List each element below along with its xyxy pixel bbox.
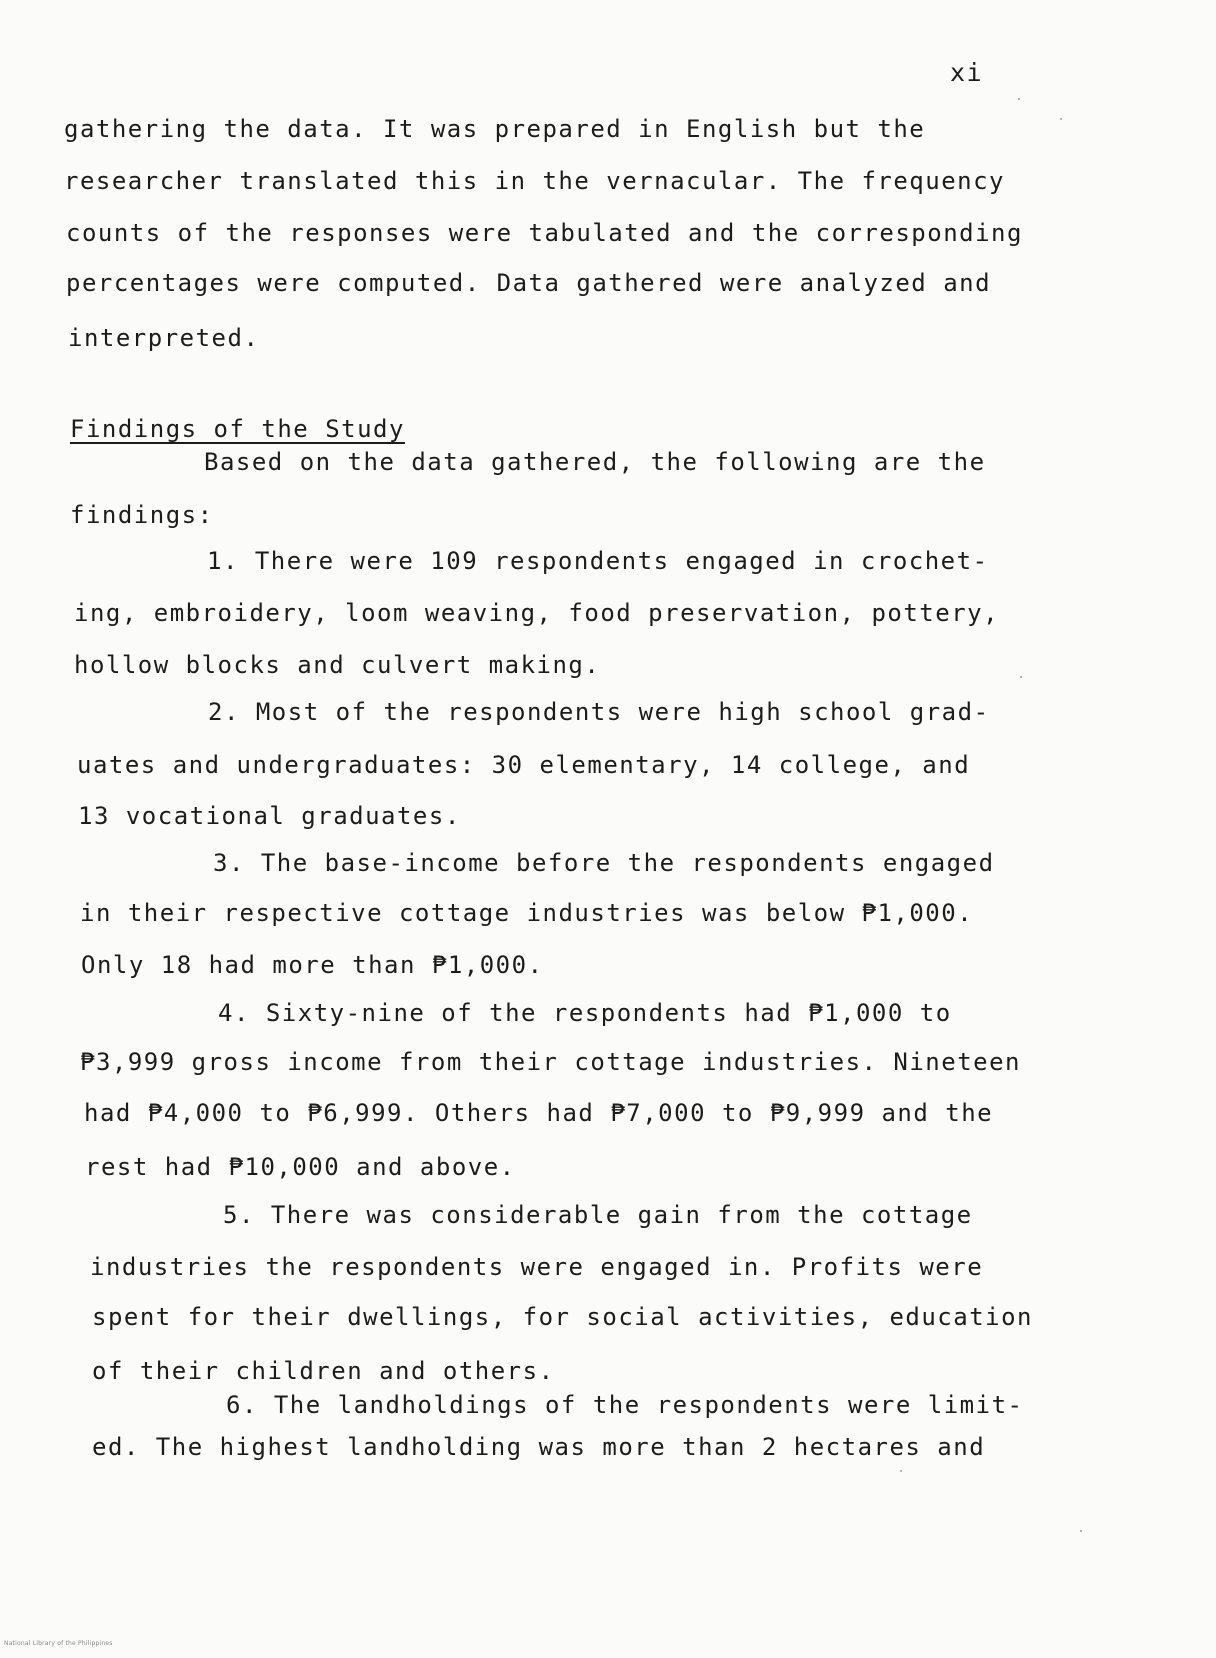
finding-5-line: spent for their dwellings, for social activities, education (92, 1303, 1034, 1331)
finding-1-line: 1. There were 109 respondents engaged in crochet- (207, 547, 989, 575)
section-heading: Findings of the Study (70, 415, 405, 443)
intro-line: percentages were computed. Data gathered were analyzed and (66, 269, 992, 297)
lead-in-line: Based on the data gathered, the following are the (204, 448, 986, 476)
finding-2-line: uates and undergraduates: 30 elementary, 14 college, and (77, 751, 971, 779)
finding-4-line: rest had ₱10,000 and above. (85, 1153, 516, 1181)
finding-6-line: 6. The landholdings of the respondents were limit- (226, 1391, 1024, 1419)
scan-speck (1080, 1530, 1082, 1532)
intro-line: gathering the data. It was prepared in English but the (64, 115, 926, 143)
scan-speck (900, 1470, 902, 1472)
intro-line: counts of the responses were tabulated and the corresponding (66, 219, 1023, 247)
finding-2-line: 13 vocational graduates. (78, 802, 461, 830)
intro-line: researcher translated this in the vernacular. The frequency (64, 167, 1006, 195)
finding-1-line: ing, embroidery, loom weaving, food preservation, pottery, (74, 599, 1000, 627)
scan-speck (1018, 98, 1020, 100)
finding-1-line: hollow blocks and culvert making. (74, 651, 601, 679)
finding-3-line: Only 18 had more than ₱1,000. (81, 951, 544, 979)
finding-5-line: industries the respondents were engaged in. Profits were (90, 1253, 984, 1281)
lead-in-line: findings: (70, 501, 214, 529)
finding-3-line: 3. The base-income before the respondents engaged (213, 849, 995, 877)
finding-2-line: 2. Most of the respondents were high school grad- (208, 698, 990, 726)
finding-5-line: 5. There was considerable gain from the cottage (223, 1201, 973, 1229)
finding-4-line: had ₱4,000 to ₱6,999. Others had ₱7,000 to ₱9,999 and the (84, 1099, 994, 1127)
finding-6-line: ed. The highest landholding was more than 2 hectares and (92, 1433, 986, 1461)
scan-speck (1060, 118, 1062, 120)
finding-4-line: ₱3,999 gross income from their cottage industries. Nineteen (80, 1048, 1022, 1076)
page-number: xi (950, 58, 984, 87)
finding-4-line: 4. Sixty-nine of the respondents had ₱1,000 to (218, 999, 952, 1027)
scan-speck (1020, 676, 1022, 678)
finding-3-line: in their respective cottage industries was below ₱1,000. (80, 899, 974, 927)
intro-line: interpreted. (68, 324, 260, 352)
scan-footer: National Library of the Philippines (4, 1640, 113, 1647)
finding-5-line: of their children and others. (92, 1357, 555, 1385)
